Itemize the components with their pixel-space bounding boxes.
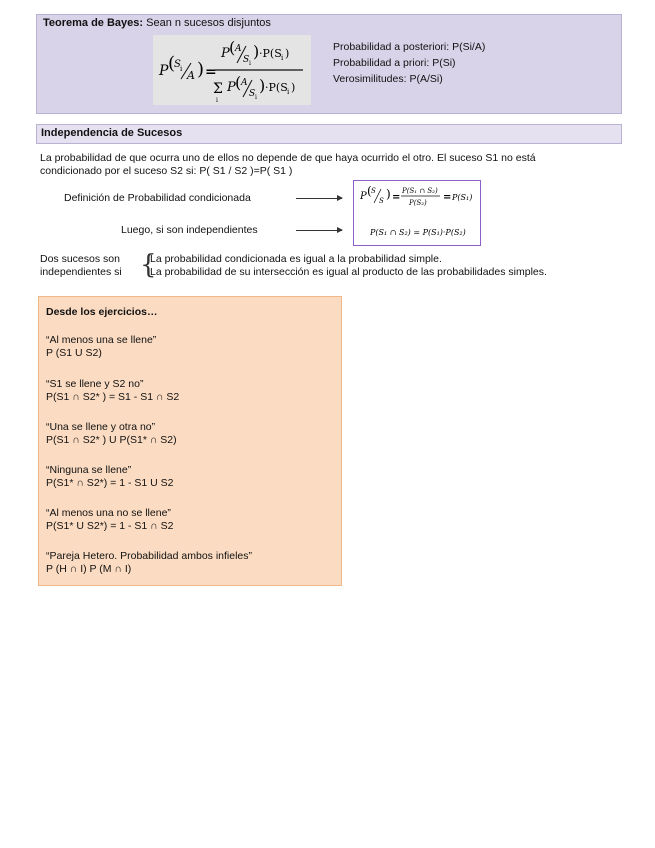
independence-heading: Independencia de Sucesos bbox=[41, 127, 183, 139]
svg-text:S: S bbox=[249, 89, 256, 99]
svg-text:P(S₁): P(S₁) bbox=[452, 193, 473, 202]
svg-text:P: P bbox=[360, 191, 367, 202]
independence-paragraph-line-2: condicionado por el suceso S2 si: P( S1 / S2 )=P( S1 ) bbox=[40, 165, 293, 177]
exercise-quote: “S1 se llene y S2 no” bbox=[46, 378, 144, 390]
prior-label: Probabilidad a priori: P(Si) bbox=[333, 57, 456, 69]
likelihood-label: Verosimilitudes: P(A/Si) bbox=[333, 73, 443, 85]
svg-text:P: P bbox=[227, 80, 236, 95]
exercise-expression: P(S1* U S2*) = 1 - S1 ∩ S2 bbox=[46, 520, 174, 532]
svg-text:·P(S: ·P(S bbox=[259, 47, 282, 60]
svg-text:P(S₁ ∩ S₂): P(S₁ ∩ S₂) bbox=[402, 187, 438, 195]
exercises-box bbox=[38, 296, 342, 586]
svg-text:A: A bbox=[235, 44, 242, 54]
exercise-expression: P(S1 ∩ S2* ) = S1 - S1 ∩ S2 bbox=[46, 391, 180, 403]
svg-text:i: i bbox=[255, 94, 257, 101]
two-events-label bbox=[40, 253, 122, 279]
exercise-expression: P(S1 ∩ S2* ) U P(S1* ∩ S2) bbox=[46, 434, 177, 446]
bayes-formula-image bbox=[153, 35, 311, 105]
bayes-theorem-box bbox=[36, 14, 622, 114]
svg-text:=: = bbox=[392, 192, 401, 203]
svg-text:i: i bbox=[249, 60, 251, 67]
independence-paragraph-line-1: La probabilidad de que ocurra uno de ellos no depende de que haya ocurrido el otro. El suceso S1 no está bbox=[40, 152, 536, 164]
svg-text:Σ: Σ bbox=[213, 81, 223, 97]
svg-text:·P(S: ·P(S bbox=[265, 81, 288, 94]
svg-text:(: ( bbox=[235, 73, 242, 92]
svg-text:A: A bbox=[187, 69, 195, 82]
svg-text:P(S₂): P(S₂) bbox=[409, 199, 427, 207]
svg-text:A: A bbox=[241, 78, 248, 88]
svg-text:(: ( bbox=[367, 184, 372, 198]
exercise-quote: “Pareja Hetero. Probabilidad ambos infieles” bbox=[46, 550, 253, 562]
exercise-expression: P (H ∩ I) P (M ∩ I) bbox=[46, 563, 132, 575]
two-events-line-1: Dos sucesos son bbox=[40, 253, 120, 265]
svg-text:i: i bbox=[287, 88, 290, 96]
posterior-label: Probabilidad a posteriori: P(Si/A) bbox=[333, 41, 486, 53]
arrow-right-icon bbox=[296, 198, 342, 199]
independence-conditions bbox=[150, 253, 547, 279]
svg-text:P: P bbox=[221, 46, 230, 61]
svg-text:S: S bbox=[379, 197, 384, 205]
svg-text:S: S bbox=[371, 187, 376, 195]
exercise-quote: “Una se llene y otra no” bbox=[46, 421, 156, 433]
svg-text:): ) bbox=[285, 47, 290, 60]
svg-text:): ) bbox=[291, 81, 296, 94]
svg-text:=: = bbox=[205, 64, 217, 80]
exercise-quote: “Al menos una se llene” bbox=[46, 334, 157, 346]
exercise-quote: “Al menos una no se llene” bbox=[46, 507, 171, 519]
svg-text:): ) bbox=[253, 42, 260, 61]
svg-text:S: S bbox=[243, 55, 250, 65]
arrow-right-icon bbox=[296, 230, 342, 231]
svg-text:=: = bbox=[443, 192, 452, 203]
svg-text:P(S₁ ∩ S₂) = P(S₁)·P(S₂): P(S₁ ∩ S₂) = P(S₁)·P(S₂) bbox=[370, 228, 466, 237]
conditional-definition-label: Definición de Probabilidad condicionada bbox=[64, 192, 251, 204]
svg-text:(: ( bbox=[229, 38, 236, 57]
independence-heading-bar bbox=[36, 124, 622, 144]
bayes-title bbox=[43, 17, 271, 29]
condition-1: La probabilidad condicionada es igual a la probabilidad simple. bbox=[150, 253, 442, 265]
svg-text:(: ( bbox=[168, 53, 176, 74]
independence-formula-graphic bbox=[354, 181, 480, 245]
svg-text:S: S bbox=[174, 59, 181, 70]
svg-text:i: i bbox=[281, 54, 284, 62]
curly-brace-icon: { bbox=[140, 250, 157, 280]
condition-2: La probabilidad de su intersección es igual al producto de las probabilidades simples. bbox=[150, 266, 547, 278]
exercises-heading: Desde los ejercicios… bbox=[46, 306, 158, 318]
svg-text:i: i bbox=[216, 97, 218, 104]
svg-text:i: i bbox=[180, 65, 183, 73]
independence-paragraph bbox=[40, 152, 618, 178]
exercise-quote: “Ninguna se llene” bbox=[46, 464, 132, 476]
bayes-title-rest: Sean n sucesos disjuntos bbox=[143, 17, 271, 29]
svg-text:): ) bbox=[197, 59, 205, 80]
two-events-line-2: independientes si bbox=[40, 266, 122, 278]
independent-label: Luego, si son independientes bbox=[121, 224, 258, 236]
exercise-expression: P(S1* ∩ S2*) = 1 - S1 U S2 bbox=[46, 477, 174, 489]
svg-text:): ) bbox=[259, 76, 266, 95]
svg-text:P: P bbox=[159, 63, 169, 79]
independence-formula-box bbox=[353, 180, 481, 246]
bayes-formula-graphic bbox=[153, 35, 311, 105]
svg-text:): ) bbox=[386, 187, 391, 201]
bayes-title-bold: Teorema de Bayes: bbox=[43, 17, 144, 29]
exercise-expression: P (S1 U S2) bbox=[46, 347, 102, 359]
